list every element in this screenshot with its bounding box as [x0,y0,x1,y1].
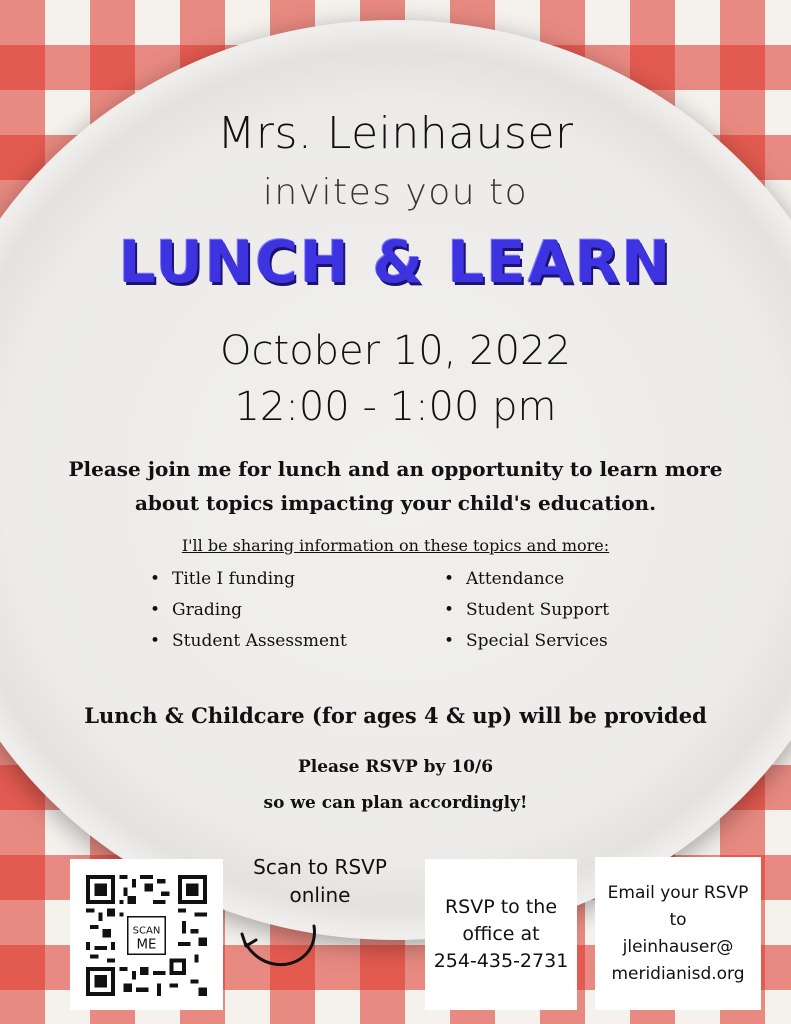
email-address-user[interactable]: jleinhauser@ [622,936,734,957]
list-item: • Student Assessment [150,629,347,660]
topics-list-right [444,567,609,660]
office-phone[interactable]: 254-435-2731 [433,950,569,972]
event-date: October 10, 2022 [220,328,571,374]
scan-instructions [230,853,410,909]
event-time: 12:00 - 1:00 pm [234,384,557,430]
email-line-1: Email your RSVP [607,882,749,903]
qr-card[interactable] [70,859,223,1010]
office-line-2: office at [462,923,540,945]
list-item: • Attendance [444,567,609,598]
intro-line-2: about topics impacting your child's education. [134,491,657,515]
provided-notice: Lunch & Childcare (for ages 4 & up) will be provided [84,703,707,728]
email-rsvp-card [595,857,761,1010]
email-rsvp-text [608,880,749,988]
email-address-domain[interactable]: meridianisd.org [611,963,745,984]
list-item: • Grading [150,598,347,629]
topics-heading: I'll be sharing information on these topics and more: [181,536,610,555]
intro-paragraph [0,452,791,520]
curved-arrow-icon [238,918,320,976]
list-item: • Special Services [444,629,609,660]
qr-code-icon[interactable] [86,875,207,996]
qr-label-me: ME [136,937,157,953]
topics-list-left [150,567,347,660]
office-rsvp-text [434,894,569,975]
intro-line-1: Please join me for lunch and an opportunity to learn more [68,457,723,481]
qr-label-scan: SCAN [132,925,161,937]
invite-text: invites you to [262,172,529,213]
scan-line-2: online [289,883,351,907]
host-name: Mrs. Leinhauser [217,108,574,159]
scan-line-1: Scan to RSVP [253,855,387,879]
list-item: • Student Support [444,598,609,629]
event-title: LUNCH & LEARN [118,228,673,296]
rsvp-note: so we can plan accordingly! [263,793,528,813]
rsvp-deadline: Please RSVP by 10/6 [297,757,494,777]
office-rsvp-card [425,859,577,1010]
list-item: • Title I funding [150,567,347,598]
email-line-2: to [669,909,687,930]
office-line-1: RSVP to the [444,896,558,918]
